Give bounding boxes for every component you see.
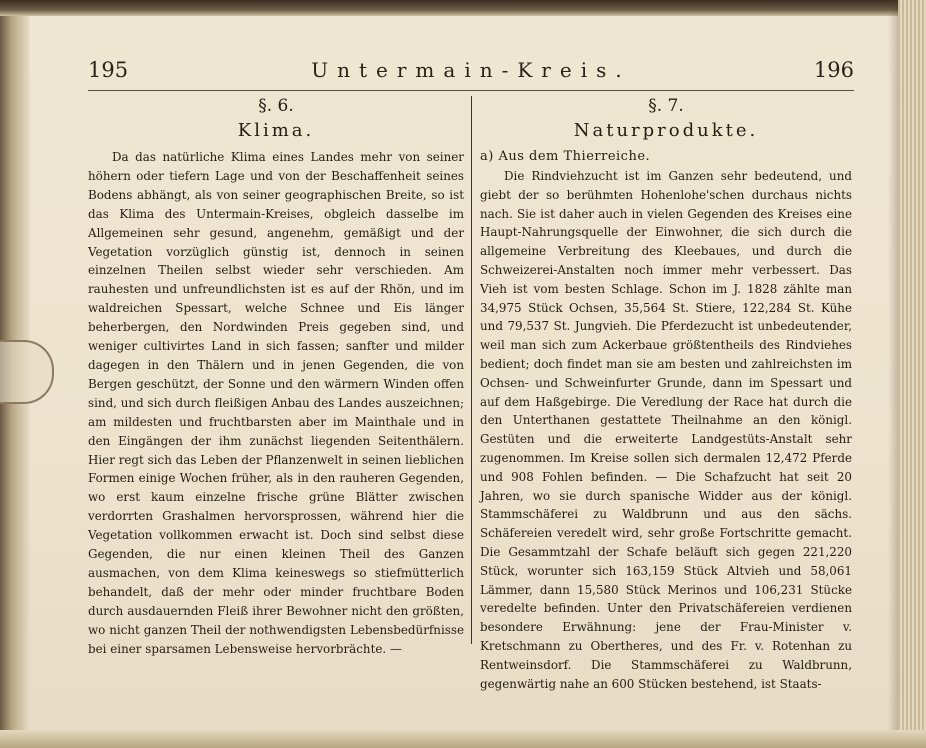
book-top-edge bbox=[0, 0, 926, 16]
book-bottom-edge bbox=[0, 730, 926, 748]
page-clip bbox=[0, 340, 54, 404]
left-column bbox=[88, 96, 464, 658]
column-divider bbox=[471, 96, 472, 644]
body-paragraph: Da das natürliche Klima eines Landes mehr von seiner höhern oder tiefern Lage und von der Beschaffenheit seines Bodens abhängt, als von seiner geographischen Breite, so ist das Klima des Untermain-Kreises, obgleich dasselbe im Allgemeinen sehr gesund, angenehm, gemäßigt und der Vegetation vorzüglich günstig ist, dennoch in seinen einzelnen Theilen selbst wieder sehr verschieden. Am rauhesten und unfreundlichsten ist es auf der Rhön, und im waldreichen Spessart, welche Schnee und Eis länger beherbergen, den Nordwinden Preis gegeben sind, und weniger cultivirtes Land in sich fassen; sanfter und milder dagegen in den Thälern und in jenen Gegenden, die von Bergen geschützt, der Sonne und den wärmern Winden offen sind, und sich durch fleißigen Anbau des Landes auszeichnen; am mildesten und fruchtbarsten aber im Mainthale und in den Eingängen der ihm zunächst liegenden Seitenthälern. Hier regt sich das Leben der Pflanzenwelt in seinen lieblichen Formen einige Wochen früher, als in den rauheren Gegenden, wo erst kaum einzelne frische grüne Blätter zwischen verdorrten Grashalmen hervorsprossen, während hier die Vegetation vollkommen erwacht ist. Doch sind selbst diese Gegenden, die nur einen kleinen Theil des Ganzen ausmachen, von dem Klima keineswegs so stiefmütterlich behandelt, daß der mehr oder minder fruchtbare Boden durch ausdauernden Fleiß ihrer Bewohner nicht den größten, wo nicht ganzen Theil der nothwendigsten Lebensbedürfnisse bei einer sparsamen Lebensweise hervorbrächte. — bbox=[88, 150, 464, 656]
section-number: §. 6. bbox=[258, 96, 294, 116]
page-header bbox=[88, 58, 854, 86]
page-number-right: 196 bbox=[813, 58, 854, 82]
body-paragraph: Die Rindviehzucht ist im Ganzen sehr bedeutend, und giebt der so berühmten Hohenlohe'schen durchaus nichts nach. Sie ist daher auch in vielen Gegenden des Kreises eine Haupt-Nahrungsquelle der Einwohner, die sich durch die allgemeine Verbreitung des Kleebaues, und durch die Schweizerei-Anstalten noch immer mehr verbessert. Das Vieh ist vom besten Schlage. Schon im J. 1828 zählte man 34,975 Stück Ochsen, 35,564 St. Stiere, 122,284 St. Kühe und 79,537 St. Jungvieh. Die Pferdezucht ist unbedeutender, weil man sich zum Ackerbaue größtentheils des Rindviehes bedient; doch findet man sie am besten und zahlreichsten im Ochsen- und Schweinfurter Grunde, dann im Spessart und auf dem Haßgebirge. Die Veredlung der Race hat durch die den Unterthanen gestattete Theilnahme an den königl. Gestüten und die erweiterte Landgestüts-Anstalt sehr zugenommen. Im Kreise sollen sich dermalen 12,472 Pferde und 908 Fohlen befinden. — Die Schafzucht hat seit 20 Jahren, wo sie durch spanische Widder aus der königl. Stammschäferei zu Waldbrunn und aus den sächs. Schäfereien veredelt wird, sehr große Fortschritte gemacht. Die Gesammtzahl der Schafe beläuft sich gegen 221,220 Stück, worunter sich 163,159 Stück Altvieh und 58,061 Lämmer, dann 15,580 Stück Merinos und 106,231 Stücke veredelte befinden. Unter den Privatschäfereien verdienen besondere Erwähnung: jene der Frau-Minister v. Kretschmann zu Obertheres, und des Fr. v. Rotenhan zu Rentweinsdorf. Die Stammschäferei zu Waldbrunn, gegenwärtig nahe an 600 Stücken bestehend, ist Staats- bbox=[480, 169, 852, 691]
page-number-left: 195 bbox=[88, 58, 129, 82]
page-stack-edge bbox=[898, 0, 926, 748]
header-rule bbox=[88, 90, 854, 91]
section-title: Naturprodukte. bbox=[573, 120, 759, 141]
running-title: Untermain-Kreis. bbox=[311, 58, 631, 82]
page-shadow bbox=[888, 0, 898, 748]
section-title: Klima. bbox=[237, 120, 315, 141]
subheading: a) Aus dem Thierreiche. bbox=[480, 149, 651, 164]
section-number: §. 7. bbox=[648, 96, 684, 116]
right-column bbox=[480, 96, 852, 693]
